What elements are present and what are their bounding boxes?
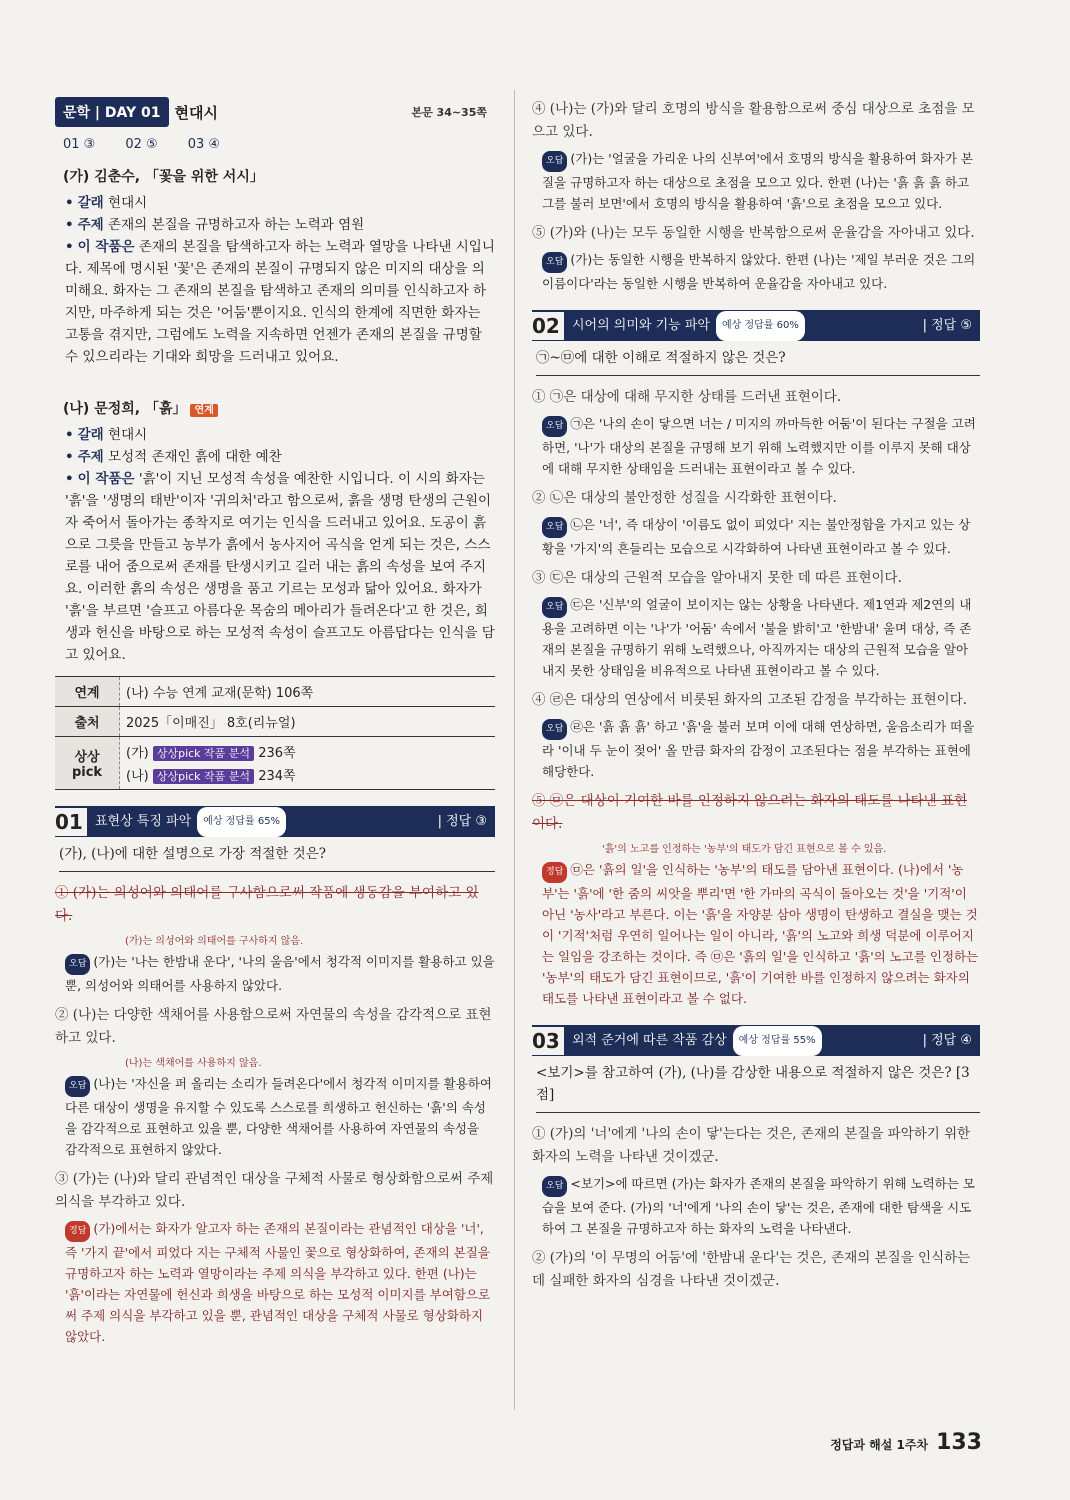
work-a-about: • 이 작품은 존재의 본질을 탐색하고자 하는 노력과 열망을 나타낸 시입니다. 제목에 명시된 '꽃'은 존재의 본질이 규명되지 않은 미지의 대상을 의미해요. 화자는 그 존재의 본질을 탐색하고 존재의 의미를 인식하고자 하지만, 마주하게 되는 것은 '어둠'뿐이지요. 인식의 한계에 직면한 화자는 고통을 겪지만, 그럼에도 노력을 지속하면 언젠가 존재의 본질을 규명할 수 있으리라는 기대와 희망을 드러내고 있어요. xyxy=(65,239,495,365)
q02-exp-5: 정답 ㉤은 '흙의 일'을 인식하는 '농부'의 태도를 담아낸 표현이다. (나)에서 '농부'는 '흙'에 '한 줌의 씨앗을 뿌리'면 '한 가마의 곡식이 돌아오는 것'을 '기적'이 아닌 '농사'라고 부른다. 이는 '흙'을 자양분 삼아 생명이 탄생하고 결실을 맺는 것이 '기적'처럼 우연히 일어나는 일이 아니라, '흙'의 노고와 희생 덕분에 이루어지는 일임을 강조하는 것이다. 즉 ㉤은 '흙의 일'을 인식하고 '흙'의 노고를 인정하는 '농부'의 태도가 담긴 표현이므로, '흙'이 기여한 바를 인정하지 않으려는 화자의 태도를 나타낸 표현이라고 볼 수 없다. xyxy=(542,862,979,1006)
link-tag: 연계 xyxy=(190,404,217,417)
q02-note-5: '흙'의 노고를 인정하는 '농부'의 태도가 담긴 표현으로 볼 수 있음. xyxy=(602,844,887,855)
q01-stem: (가), (나)에 대한 설명으로 가장 적절한 것은? xyxy=(59,843,495,872)
q01-choice-1: ① (가)는 의성어와 의태어를 구사함으로써 작품에 생동감을 부여하고 있다. xyxy=(55,885,479,924)
q03-choice-1: ① (가)의 '너'에게 '나의 손이 닿'는다는 것은, 존재의 본질을 파악하기 위한 화자의 노력을 나타낸 것이겠군. xyxy=(532,1126,971,1165)
q01-choice-3: ③ (가)는 (나)와 달리 관념적인 대상을 구체적 사물로 형상화함으로써 주제 의식을 부각하고 있다. xyxy=(55,1171,494,1210)
q01-exp-3: 정답 (가)에서는 화자가 알고자 하는 존재의 본질이라는 관념적인 대상을 '너', 즉 '가지 끝'에서 피었다 지는 구체적 사물인 꽃으로 형상화하여, 존재의 본질을 규명하고자 하는 노력과 열망이라는 주제 의식을 부각하고 있다. 한편 (나)는 '흙'이라는 자연물에 헌신과 희생을 바탕으로 하는 모성적 이미지를 부여함으로써 주제 의식을 부각하고 있을 뿐, 관념적인 대상을 구체적 사물로 형상화하지 않았다. xyxy=(65,1221,491,1344)
footer-text: 정답과 해설 1주차 xyxy=(830,1438,929,1452)
info-table xyxy=(55,676,495,790)
q01-exp-5: 오답 (가)는 동일한 시행을 반복하지 않았다. 한편 (나)는 '제일 부러운 것은 그의 이름이다'라는 동일한 시행을 반복하여 운율감을 자아내고 있다. xyxy=(542,252,976,291)
work-a-theme: • 주제 존재의 본질을 규명하고자 하는 노력과 염원 xyxy=(65,217,365,233)
table-row: 상상 pick (가) 상상pick 작품 분석 236쪽 (나) 상상pick 작품 분석 234쪽 xyxy=(55,737,495,790)
right-column xyxy=(532,98,980,1297)
work-a-title: (가) 김춘수, 「꽃을 위한 서시」 xyxy=(63,169,264,185)
table-row: 연계 (나) 수능 연계 교재(문학) 106쪽 xyxy=(55,677,495,707)
q01-choice-2: ② (나)는 다양한 색채어를 사용함으로써 자연물의 속성을 감각적으로 표현하고 있다. xyxy=(55,1007,492,1046)
q02-choice-2: ② ㉡은 대상의 불안정한 성질을 시각화한 표현이다. xyxy=(532,490,837,506)
answer-01: 01 ③ xyxy=(63,137,96,152)
page-footer xyxy=(830,1430,982,1455)
answer-03: 03 ④ xyxy=(187,137,221,152)
q02-choice-5: ⑤ ㉤은 대상이 기여한 바를 인정하지 않으려는 화자의 태도를 나타낸 표현이다. xyxy=(532,793,968,832)
q02-exp-2: 오답 ㉡은 '너', 즉 대상이 '이름도 없이 피었다' 지는 불안정함을 가지고 있는 상황을 '가지'의 흔들리는 모습으로 시각화하여 나타낸 표현이라고 볼 수 있다. xyxy=(542,517,971,556)
q03-choice-2: ② (가)의 '이 무명의 어둠'에 '한밤내 운다'는 것은, 존재의 본질을 인식하는 데 실패한 화자의 심경을 나타낸 것이겠군. xyxy=(532,1250,971,1289)
q02-choice-1: ① ㉠은 대상에 대해 무지한 상태를 드러낸 표현이다. xyxy=(532,389,842,405)
q03-stem: <보기>를 참고하여 (가), (나)를 감상한 내용으로 적절하지 않은 것은? [3점] xyxy=(536,1062,980,1113)
q01-exp-2: 오답 (나)는 '자신을 퍼 올리는 소리가 들려온다'에서 청각적 이미지를 활용하여 다른 대상이 생명을 유지할 수 있도록 스스로를 희생하고 헌신하는 '흙'의 속성을 감각적으로 표현하고 있을 뿐, 다양한 색채어를 사용하여 자연물의 속성을 감각적으로 표현하지 않았다. xyxy=(65,1076,492,1157)
work-b-title: (나) 문정희, 「흙」 연계 xyxy=(63,398,495,418)
q01-header: 01 표현상 특징 파악 예상 정답률 65% | 정답 ③ xyxy=(55,806,495,837)
work-b-genre: • 갈래 현대시 xyxy=(65,427,148,443)
q02-exp-4: 오답 ㉣은 '흙 흙 흙' 하고 '흙'을 불러 보며 이에 대해 연상하면, 울음소리가 떠올라 '이내 두 눈이 젖어' 올 만큼 화자의 감정이 고조된다는 점을 부각하는 표현에 해당한다. xyxy=(542,719,975,779)
left-column xyxy=(55,95,495,1355)
q02-header: 02 시어의 의미와 기능 파악 예상 정답률 60% | 정답 ⑤ xyxy=(532,310,980,341)
page-number: 133 xyxy=(936,1430,982,1455)
q01-note-2: (나)는 색채어를 사용하지 않음. xyxy=(125,1058,262,1069)
q01-choice-4: ④ (나)는 (가)와 달리 호명의 방식을 활용함으로써 중심 대상으로 초점을 모으고 있다. xyxy=(532,101,975,140)
q03-header: 03 외적 준거에 따른 작품 감상 예상 정답률 55% | 정답 ④ xyxy=(532,1025,980,1056)
work-b-about: • 이 작품은 '흙'이 지닌 모성적 속성을 예찬한 시입니다. 이 시의 화자는 '흙'을 '생명의 태반'이자 '귀의처'라고 함으로써, 흙을 생명 탄생의 근원이자 죽어서 돌아가는 종착지로 여기는 인식을 드러내고 있어요. 도공이 흙으로 그릇을 만들고 농부가 흙에서 농사지어 곡식을 얻게 되는 것은, 스스로를 내어 줌으로써 존재를 탄생시키고 길러 내는 흙의 속성을 보여 주지요. 이러한 흙의 속성은 생명을 품고 기르는 모성과 닮아 있어요. 화자가 '흙'을 부르면 '슬프고 아름다운 목숨의 메아리가 들려온다'고 한 것은, 희생과 헌신을 바탕으로 하는 모성적 속성이 슬프고도 아름답다는 인식을 담고 있어요. xyxy=(65,471,495,663)
q01-note-1: (가)는 의성어와 의태어를 구사하지 않음. xyxy=(125,936,304,947)
page-reference: 본문 34~35쪽 xyxy=(411,106,487,119)
work-a-genre: • 갈래 현대시 xyxy=(65,195,148,211)
answer-02: 02 ⑤ xyxy=(125,137,158,152)
q01-exp-1: 오답 (가)는 '나는 한밤내 운다', '나의 울음'에서 청각적 이미지를 활용하고 있을 뿐, 의성어와 의태어를 사용하지 않았다. xyxy=(65,954,495,993)
q02-stem: ㉠~㉤에 대한 이해로 적절하지 않은 것은? xyxy=(536,347,980,376)
column-divider xyxy=(514,90,515,1410)
q02-choice-3: ③ ㉢은 대상의 근원적 모습을 알아내지 못한 데 따른 표현이다. xyxy=(532,570,902,586)
answer-summary xyxy=(63,137,495,152)
q01-exp-4: 오답 (가)는 '얼굴을 가리운 나의 신부여'에서 호명의 방식을 활용하여 화자가 본질을 규명하고자 하는 대상으로 초점을 모으고 있다. 한편 (나)는 '흙 흙 흙 하고 그를 불러 보면'에서 호명의 방식을 활용하여 '흙'으로 초점을 모으고 있다. xyxy=(542,151,973,211)
q02-exp-3: 오답 ㉢은 '신부'의 얼굴이 보이지는 않는 상황을 나타낸다. 제1연과 제2연의 내용을 고려하면 이는 '나'가 '어둠' 속에서 '불을 밝히'고 '한밤내' 울며 대상, 즉 존재의 본질을 규명하기 위해 노력했으나, 아직까지는 대상의 근원적 모습을 알아내지 못한 상태임을 비유적으로 나타낸 표현이라고 볼 수 있다. xyxy=(542,597,972,678)
q02-exp-1: 오답 ㉠은 '나의 손이 닿으면 너는 / 미지의 까마득한 어둠'이 된다는 구절을 고려하면, '나'가 대상의 본질을 규명해 보기 위해 노력했지만 이를 이루지 못해 대상에 대해 무지한 상태임을 드러내는 표현이라고 볼 수 있다. xyxy=(542,416,976,476)
q03-exp-1: 오답 <보기>에 따르면 (가)는 화자가 존재의 본질을 파악하기 위해 노력하는 모습을 보여 준다. (가)의 '너'에게 '나의 손이 닿'는 것은, 존재에 대한 탐색을 시도하여 그 본질을 규명하고자 하는 화자의 노력을 나타낸다. xyxy=(542,1176,975,1236)
table-row: 출처 2025「이매진」 8호(리뉴얼) xyxy=(55,707,495,737)
section-header xyxy=(55,95,495,129)
section-title: 현대시 xyxy=(174,103,219,122)
q01-choice-5: ⑤ (가)와 (나)는 모두 동일한 시행을 반복함으로써 운율감을 자아내고 있다. xyxy=(532,225,975,241)
day-badge: 문학 | DAY 01 xyxy=(55,97,169,127)
work-b-theme: • 주제 모성적 존재인 흙에 대한 예찬 xyxy=(65,449,282,465)
q02-choice-4: ④ ㉣은 대상의 연상에서 비롯된 화자의 고조된 감정을 부각하는 표현이다. xyxy=(532,692,968,708)
